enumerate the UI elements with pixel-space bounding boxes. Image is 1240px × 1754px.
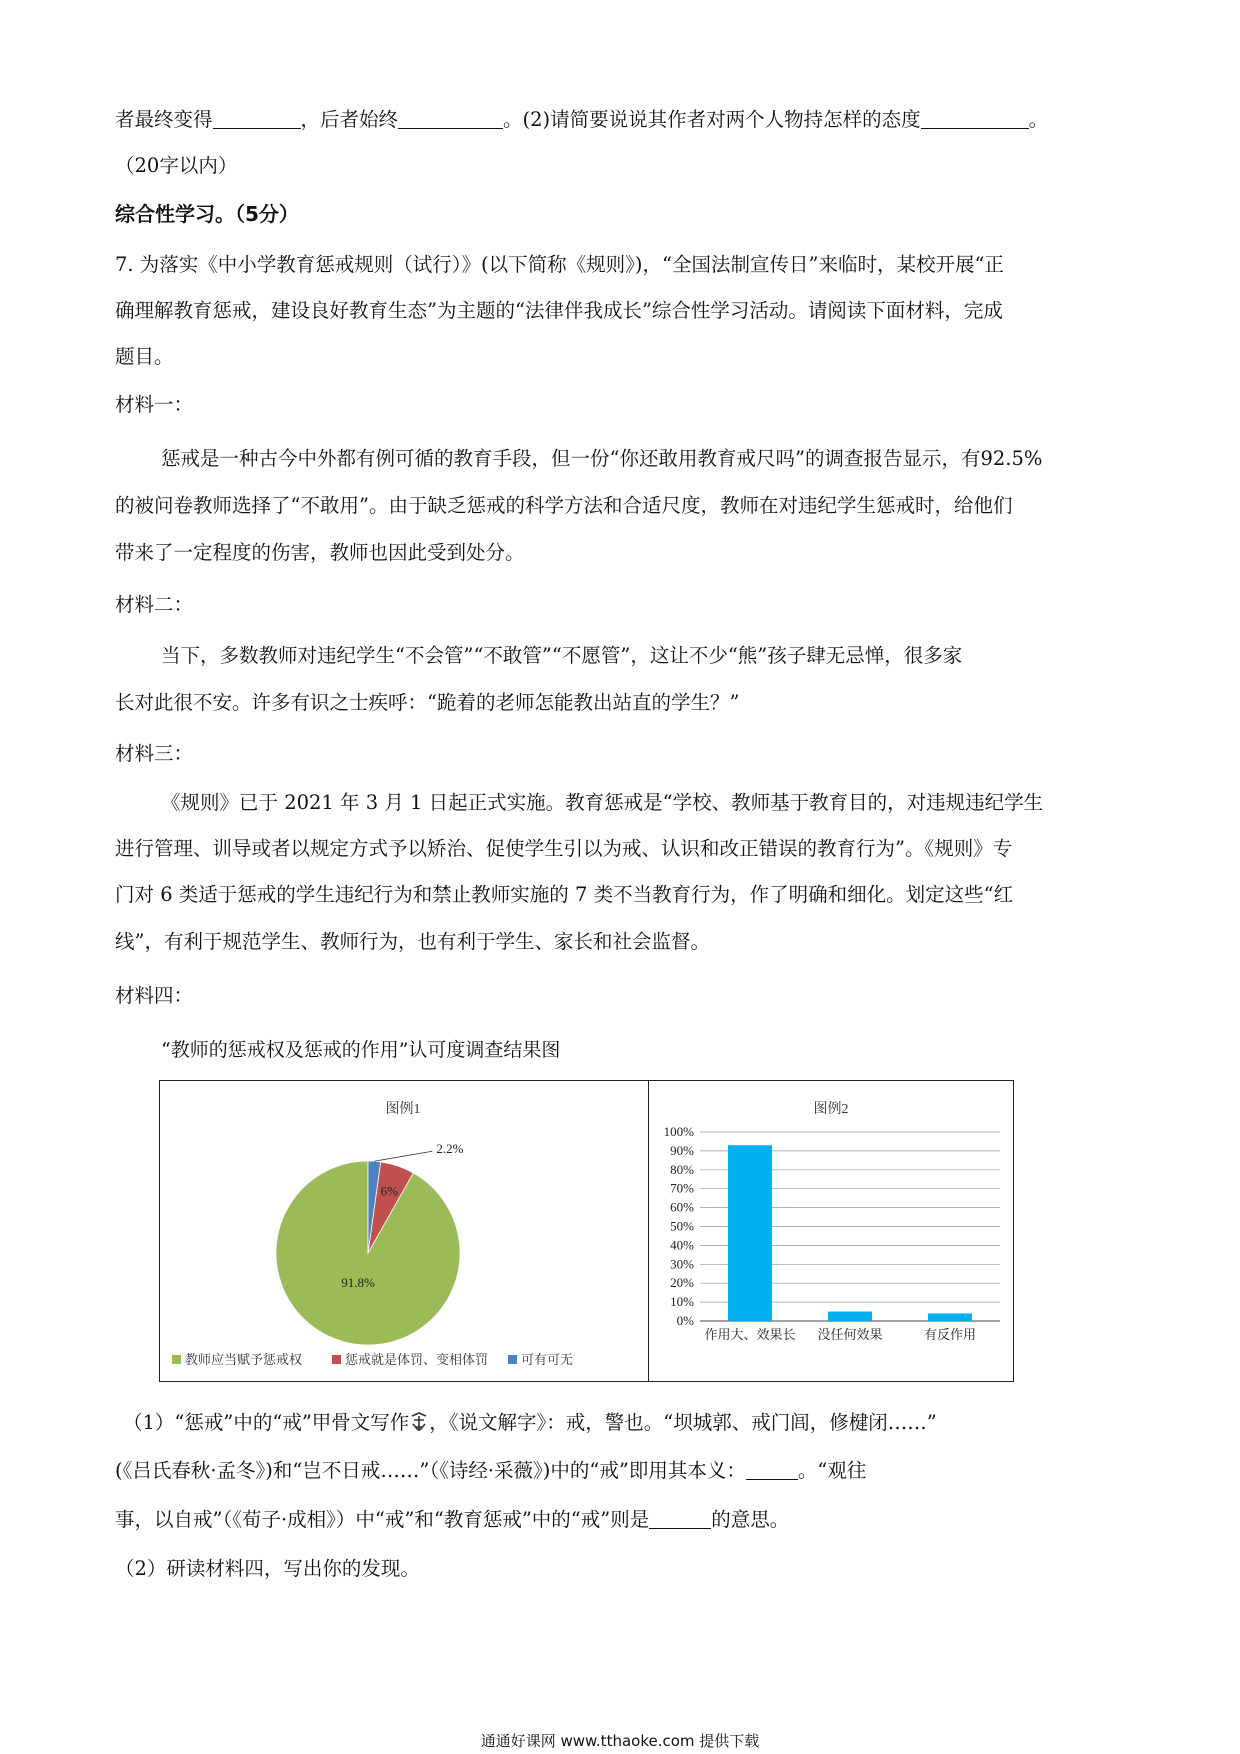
material-1-label: 材料一： <box>115 393 194 416</box>
pie-slice-label: 91.8% <box>341 1275 375 1290</box>
pie-chart-title: 图例1 <box>385 1102 421 1117</box>
answer-blank[interactable] <box>649 1506 711 1529</box>
text-segment: 。 <box>1028 108 1049 131</box>
text-segment: (《吕氏春秋·孟冬》)和“岂不日戒……”（《诗经·采薇》)中的“戒”即用其本义： <box>115 1459 746 1482</box>
material-1-line-2: 的被问卷教师选择了“不敢用”。由于缺乏惩戒的科学方法和合适尺度，教师在对违纪学生惩戒时，给他们 <box>115 494 1013 517</box>
material-2-line-1: 当下，多数教师对违纪学生“不会管”“不敢管”“不愿管”，这让不少“熊”孩子肆无忌惮，很多家 <box>161 644 963 667</box>
text-segment: 者最终变得 <box>115 108 213 131</box>
material-3-label: 材料三： <box>115 742 194 765</box>
oracle-bone-glyph-icon <box>409 1411 429 1433</box>
y-tick-label: 30% <box>670 1256 694 1272</box>
pie-leader-line <box>374 1151 432 1161</box>
y-tick-label: 100% <box>663 1124 694 1139</box>
bar-chart <box>650 1081 1012 1381</box>
material-3-line-1: 《规则》已于 2021 年 3 月 1 日起正式实施。教育惩戒是“学校、教师基于教育目的，对违规违纪学生 <box>161 791 1044 814</box>
y-tick-label: 50% <box>670 1218 694 1234</box>
y-tick-label: 10% <box>670 1294 694 1310</box>
legend-swatch <box>508 1355 517 1364</box>
footer-credit: 通通好课网 www.tthaoke.com 提供下载 <box>480 1732 760 1750</box>
bar <box>928 1313 972 1321</box>
material-1-line-1: 惩戒是一种古今中外都有例可循的教育手段，但一份“你还敢用教育戒尺吗”的调查报告显示，有92.5% <box>161 447 1043 470</box>
material-3-line-2: 进行管理、训导或者以规定方式予以矫治、促使学生引以为戒、认识和改正错误的教育行为”。《规则》专 <box>115 837 1013 860</box>
answer-blank[interactable] <box>213 106 301 129</box>
top-line-1 <box>115 105 1130 135</box>
top-line-2: （20字以内） <box>115 154 238 177</box>
y-tick-label: 60% <box>670 1199 694 1215</box>
section-title: 综合性学习。（5分） <box>115 202 299 226</box>
legend-entry: 教师应当赋予惩戒权 <box>185 1352 303 1367</box>
bar-chart-title: 图例2 <box>813 1102 849 1117</box>
pie-slice-label: 2.2% <box>436 1141 464 1157</box>
question-7-line-1: 7. 为落实《中小学教育惩戒规则（试行）》(以下简称《规则》)，“全国法制宣传日”来临时，某校开展“正 <box>115 253 1004 276</box>
material-2-label: 材料二： <box>115 593 194 616</box>
text-segment: 事，以自戒”（《荀子·成相》）中“戒”和“教育惩戒”中的“戒”则是 <box>115 1508 650 1531</box>
x-tick-label: 作用大、效果长 <box>704 1327 796 1342</box>
text-segment: ，后者始终 <box>300 108 399 131</box>
material-3-line-3: 门对 6 类适于惩戒的学生违纪行为和禁止教师实施的 7 类不当教育行为，作了明确和细化。划定这些“红 <box>115 883 1014 906</box>
legend-swatch <box>172 1355 181 1364</box>
answer-blank[interactable] <box>398 106 503 129</box>
question-7-line-2: 确理解教育惩戒，建设良好教育生态”为主题的“法律伴我成长”综合性学习活动。请阅读下面材料，完成 <box>115 299 1003 322</box>
legend-entry: 惩戒就是体罚、变相体罚 <box>345 1352 489 1367</box>
material-1-line-3: 带来了一定程度的伤害，教师也因此受到处分。 <box>115 541 525 564</box>
y-tick-label: 0% <box>676 1313 694 1328</box>
material-3-line-4: 线”，有利于规范学生、教师行为，也有利于学生、家长和社会监督。 <box>115 930 710 953</box>
question-7-line-3: 题目。 <box>115 345 174 368</box>
x-tick-label: 没任何效果 <box>817 1327 883 1342</box>
sub-question-1-line-1 <box>123 1408 1138 1438</box>
y-tick-label: 90% <box>670 1142 694 1158</box>
material-2-line-2: 长对此很不安。许多有识之士疾呼：“跪着的老师怎能教出站直的学生？” <box>115 691 740 714</box>
chart-caption: “教师的惩戒权及惩戒的作用”认可度调查结果图 <box>161 1039 561 1061</box>
material-4-label: 材料四： <box>115 984 194 1007</box>
bar <box>728 1145 772 1321</box>
text-segment: （1）“惩戒”中的“戒”甲骨文写作 <box>123 1411 410 1434</box>
text-segment: 的意思。 <box>711 1508 790 1531</box>
bar <box>828 1312 872 1321</box>
y-tick-label: 20% <box>670 1275 694 1291</box>
y-tick-label: 40% <box>670 1237 694 1253</box>
x-tick-label: 有反作用 <box>923 1327 977 1342</box>
text-segment: 。“观往 <box>797 1459 867 1482</box>
sub-question-1-line-2 <box>115 1456 1130 1486</box>
sub-question-2: （2）研读材料四，写出你的发现。 <box>115 1557 420 1580</box>
text-segment: ，《说文解字》：戒，警也。“坝城郭、戒门闾，修楗闭……” <box>429 1411 937 1434</box>
text-segment: 。(2)请简要说说其作者对两个人物持怎样的态度 <box>503 108 921 131</box>
legend-swatch <box>332 1355 341 1364</box>
pie-slice-label: 6% <box>380 1183 398 1199</box>
pie-chart <box>160 1081 647 1381</box>
legend-entry: 可有可无 <box>521 1352 574 1367</box>
answer-blank[interactable] <box>746 1457 798 1480</box>
answer-blank[interactable] <box>921 106 1029 129</box>
sub-question-1-line-3 <box>115 1505 1130 1535</box>
y-tick-label: 80% <box>670 1161 694 1177</box>
y-tick-label: 70% <box>670 1180 694 1196</box>
